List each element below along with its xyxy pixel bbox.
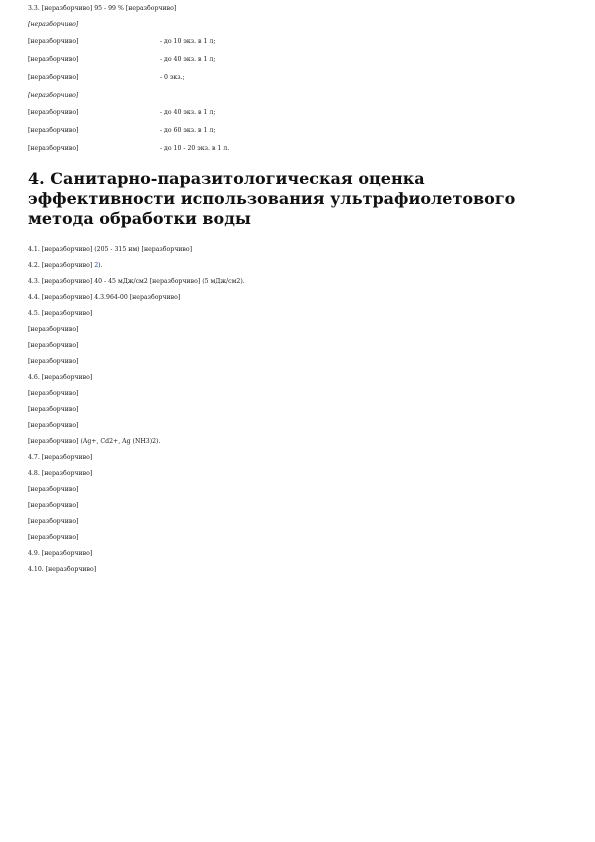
paragraph-4-4: 4.4. [неразборчиво] 4.3.964-00 [неразборчиво] bbox=[28, 294, 181, 301]
row-label: [неразборчиво] bbox=[28, 74, 79, 81]
paragraph-4-6: 4.6. [неразборчиво] bbox=[28, 374, 93, 381]
list-item: [неразборчиво] bbox=[28, 518, 79, 525]
list-item: [неразборчиво] bbox=[28, 534, 79, 541]
waste-row-2 bbox=[28, 126, 569, 135]
row-label: [неразборчиво] bbox=[28, 109, 79, 116]
list-item: [неразборчиво] bbox=[28, 326, 79, 333]
list-item: [неразборчиво] bbox=[28, 406, 79, 413]
paragraph-4-8: 4.8. [неразборчиво] bbox=[28, 470, 93, 477]
paragraph-4-1: 4.1. [неразборчиво] (205 - 315 нм) [неразборчиво] bbox=[28, 246, 193, 253]
row-value: - до 60 экз. в 1 л; bbox=[160, 127, 216, 134]
paragraph-4-10: 4.10. [неразборчиво] bbox=[28, 566, 97, 573]
paragraph-4-2 bbox=[28, 261, 569, 270]
paragraph-3-3: 3.3. [неразборчиво] 95 - 99 % [неразборчиво] bbox=[28, 5, 177, 12]
appendix-link[interactable]: 2 bbox=[94, 262, 99, 269]
row-label: [неразборчиво] bbox=[28, 56, 79, 63]
row-label: [неразборчиво] bbox=[28, 38, 79, 45]
list-item: [неразборчиво] bbox=[28, 358, 79, 365]
paragraph-4-3: 4.3. [неразборчиво] 40 - 45 мДж/см2 [неразборчиво] (5 мДж/см2). bbox=[28, 278, 245, 285]
paragraph-4-9: 4.9. [неразборчиво] bbox=[28, 550, 93, 557]
list-item: [неразборчиво] bbox=[28, 486, 79, 493]
row-value: - до 40 экз. в 1 л; bbox=[160, 109, 216, 116]
paragraph-4-2-text: 4.2. [неразборчиво] bbox=[28, 262, 93, 269]
waste-row-3 bbox=[28, 144, 569, 153]
list-item: [неразборчиво] bbox=[28, 342, 79, 349]
drinking-row-3 bbox=[28, 73, 569, 82]
section-4-heading: 4. Санитарно-паразитологическая оценка эффективности использования ультрафиолетового метода обработки воды bbox=[28, 169, 516, 228]
row-value: - до 10 экз. в 1 л; bbox=[160, 38, 216, 45]
list-item: [неразборчиво] (Ag+, Cd2+, Ag (NH3)2). bbox=[28, 438, 161, 445]
list-item: [неразборчиво] bbox=[28, 502, 79, 509]
waste-row-1 bbox=[28, 108, 569, 117]
row-label: [неразборчиво] bbox=[28, 127, 79, 134]
drinking-water-label: [неразборчиво] bbox=[28, 21, 79, 28]
row-value: - 0 экз.; bbox=[160, 74, 185, 81]
paragraph-4-5: 4.5. [неразборчиво] bbox=[28, 310, 93, 317]
waste-water-label: [неразборчиво] bbox=[28, 92, 79, 99]
list-item: [неразборчиво] bbox=[28, 390, 79, 397]
drinking-row-2 bbox=[28, 55, 569, 64]
row-value: - до 10 - 20 экз. в 1 л. bbox=[160, 145, 230, 152]
row-label: [неразборчиво] bbox=[28, 145, 79, 152]
drinking-row-1 bbox=[28, 37, 569, 46]
row-value: - до 40 экз. в 1 л; bbox=[160, 56, 216, 63]
list-item: [неразборчиво] bbox=[28, 422, 79, 429]
paragraph-4-2-tail: ). bbox=[98, 262, 103, 269]
paragraph-4-7: 4.7. [неразборчиво] bbox=[28, 454, 93, 461]
